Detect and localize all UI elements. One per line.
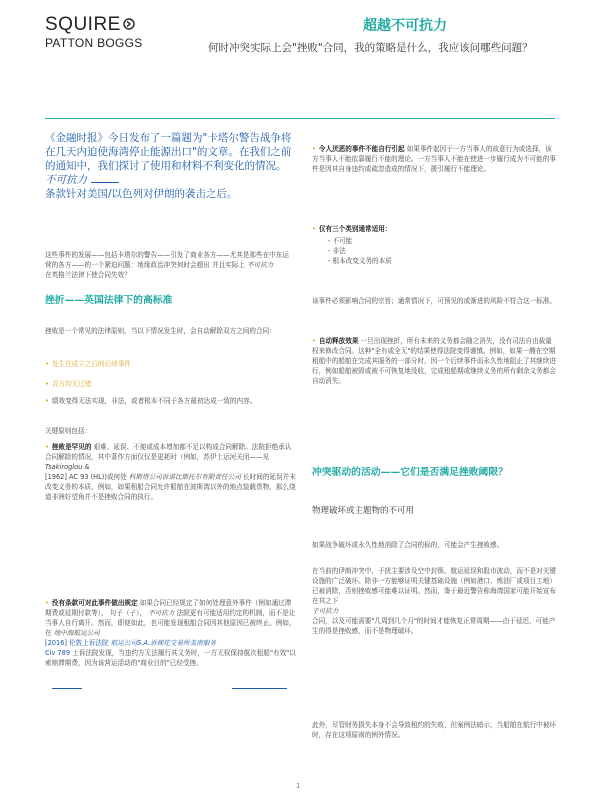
intro-continuation: 条款针对美国/以色列对伊朗的袭击之后。 <box>45 188 238 200</box>
left-paragraph-2: 挫败是一个常见的法律原则，当以下情况发生时，会自动解除双方之间的合同： <box>45 327 276 335</box>
bullet-icon: • <box>45 397 49 405</box>
frustration-categories <box>312 236 557 266</box>
bullet-icon: • <box>312 225 316 233</box>
bullet-icon: • <box>45 380 49 388</box>
logo-mark-icon <box>123 18 135 30</box>
intro-text: 《金融时报》今日发布了一篇题为"卡塔尔警告战争将在几天内迫使海湾停止能源出口"的文章。在我们之前的通知中，我们探讨了使用和材料不利变化的情况。 <box>45 132 292 172</box>
left-bullet-1: • 绩效变得无法实现，非法，或者根本不同于各方最初达成一致的内容。 <box>45 397 257 405</box>
left-underline-decoration <box>52 688 82 689</box>
right-item-2: • 仅有三个类别通常适用： - 不可能 - 非法 - 根本改变义务的本质 <box>312 224 557 266</box>
bullet-icon: • <box>312 337 316 345</box>
category-item: - 非法 <box>328 246 557 256</box>
bullet-icon: • <box>312 145 316 153</box>
document-title: 超越不可抗力 <box>363 18 447 34</box>
left-underline-decoration-2 <box>232 688 287 689</box>
page-number: 1 <box>296 782 301 790</box>
intro-underline <box>91 182 119 183</box>
bullet-icon: • <box>45 443 49 451</box>
category-item: - 根本改变义务的本质 <box>328 256 557 266</box>
principle-1: • 挫败是罕见的 艰难、延误、不便或成本增加都不足以构成合同解除。法院拒绝承认合同解除的情况，其中著作方面仅仅是更耗时（例如，苏伊士运河关闭——见 Tsakiroglou & [1962] AC 93 (HL))或何处 科斯塔公司诉诺比斯托尔有限责任公司 长时间的延误并未改变义务的本质。例如，如果租船合同允许船舶在波斯湾以外的地点装载货物，那么绕道非洲好望角并不是挫败合同的执行。 <box>45 443 296 501</box>
right-paragraph-r3: 此外，尽管财务损失本身不会导致租约的失败，但案例法暗示，当船舶在航行中被坏时，存在这项原则的例外情况。 <box>312 721 556 739</box>
section-heading-conflict: 冲突驱动的活动——它们是否满足挫败阈限？ <box>312 467 508 478</box>
logo-patton-boggs: PATTON BOGGS <box>45 36 143 50</box>
header-divider <box>45 118 555 119</box>
logo-squire: SQUIRE <box>45 14 121 35</box>
section-heading-frustration: 挫折——英国法律下的高标准 <box>45 295 173 306</box>
right-paragraph-r1: 如果战争破坏或永久性地消除了合同的标的，可能会产生挫败感。 <box>312 541 504 549</box>
right-paragraph-r2: 在当前的伊朗冲突中，于扰主要涉及空中封锁、航运延误和股市波动，而不是对关键设施的广泛破坏。除非一方能够证明关键基础设施（例如港口、炼油厂或项目工地）已被消除，否则挫败感可能难以证明。然而，鉴于最近警告称海湾国家可能开始宣布 在其之下 子可抗力 合同，以及可能需要"几周到几个月"的时间才能恢复正常周期——由于延迟，可能产生的得是挫败感，而不是物理破坏。 <box>312 567 556 635</box>
category-item: - 不可能 <box>328 236 557 246</box>
principle-2: • 没有条款可对此事件做出规定 如果合同已经规定了如何处理意外事件（例如通过滞期费或延期付款等）， 句子（子）， 不可抗力 法院更有可能适用约定的机制，而不是让当事人自行离开。然而，即便如此，也可能发现租船合同因其他原因已被终止。例如，在 地中海航运公司 [2016] 伦敦上诉法院 航运公司S.A.诉裸花交易所美南船务 Civ 789 上诉法院发现，当违约方无法履行其义务时，一方无权保持航次租船"有效"以索赔滞期费，因为该营运活动的"商业目的"已经受挫。 <box>45 599 296 667</box>
bullet-icon: • <box>45 599 49 607</box>
intro-italic: 不可抗力 <box>45 174 87 186</box>
intro-paragraph <box>45 131 300 201</box>
left-paragraph-1: 这些事件的发展——包括卡塔尔的警告——引发了商业各方——尤其是那些在中东运营的各方——的一个紧迫问题：地缘政治冲突何时会超出 并且实际上 不可抗力 在英格兰法律下使合同失效？ <box>45 251 289 279</box>
yellow-condition-2: • 双方均无过错 <box>45 380 92 388</box>
right-item-1: • 令人厌恶的事件不能自行引起 如果事件起因于一方当事人的故意行为或选择，该方当事人不能依靠履行不能的理论。一方当事人不能在使进一步履行成为不可能的事件是因其自身违约或疏忽造成的情况下，援引履行不能理论。 <box>312 145 556 173</box>
right-item-3: • 自动释放效果 一旦出现挫折，所有未来的义务都会随之消失，没有司法自由裁量权来修改合同。这种"全有或全无"的结果使得法院变得谨慎。例如，如果一艘在空期租船中的船舶在完成其服务的一部分时，因一个后续事件而永久性地阻止了其继续进行，例如船舶被毁或被不可恢复地没收，完成租船期或继续义务的所有剩余义务都会自动消失。 <box>312 337 556 385</box>
yellow-condition-1: • 发生在成立之后的后续事件 <box>45 360 132 368</box>
document-subtitle: 何时冲突实际上会"挫败"合同，我的策略是什么，我应该问哪些问题？ <box>208 42 533 54</box>
sub-heading-physical-destruction: 物理破坏或主题物的不可用 <box>312 506 415 516</box>
bullet-icon: • <box>45 360 49 368</box>
key-principles-intro: 关键原则包括： <box>45 427 92 435</box>
right-paragraph-categories: 该事件必须影响合同的宗旨；通常情况下，可预见的或渐进的风险不符合这一标准。 <box>312 297 556 305</box>
